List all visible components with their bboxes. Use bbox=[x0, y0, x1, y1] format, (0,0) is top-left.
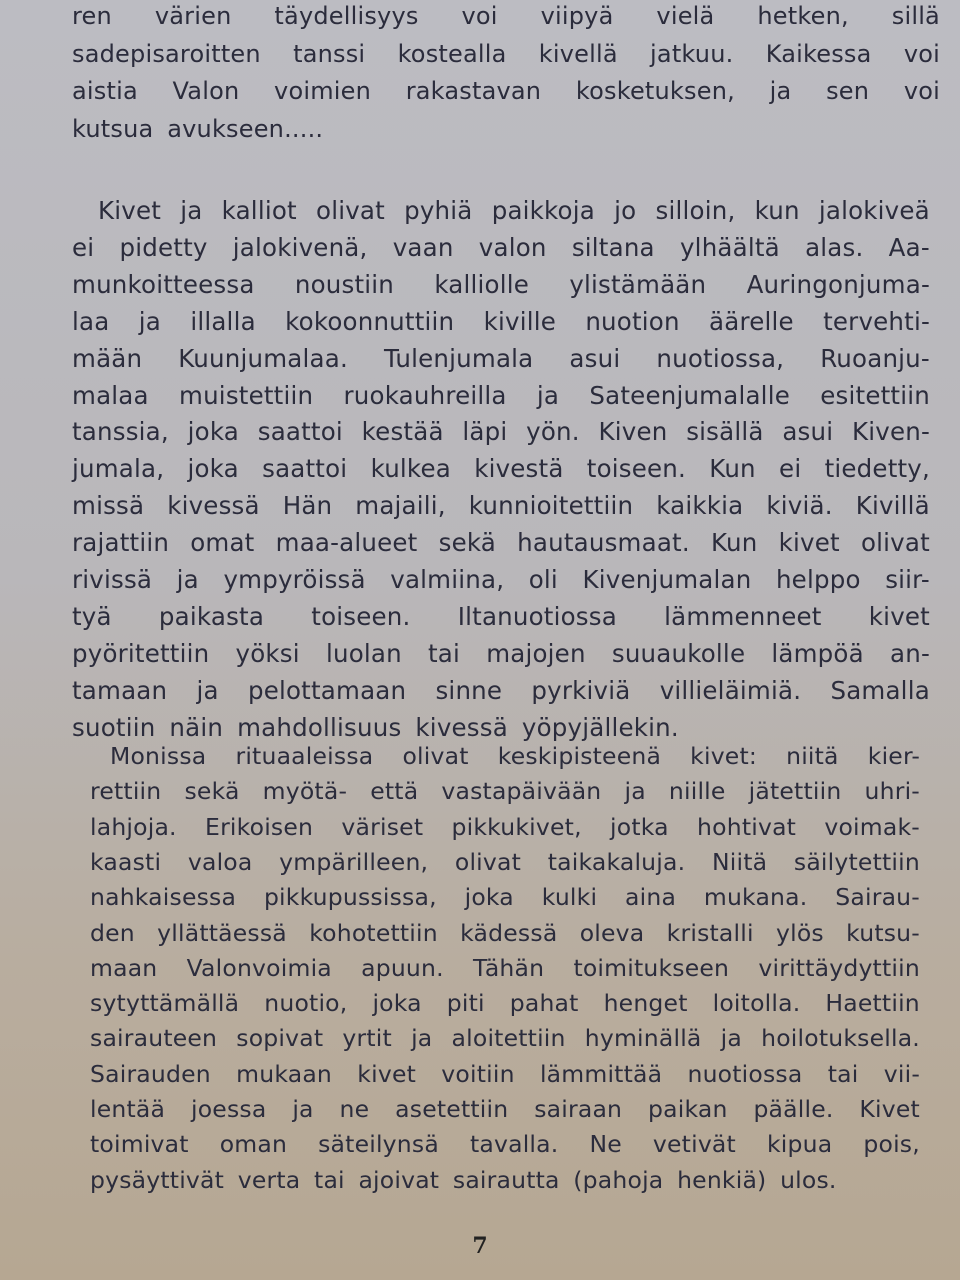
text-line: rajattiin omat maa-alueet sekä hautausmaat. Kun kivet olivat bbox=[72, 528, 930, 558]
text-line: maan Valonvoimia apuun. Tähän toimitukseen virittäydyttiin bbox=[90, 953, 920, 982]
text-line: laa ja illalla kokoonnuttiin kiville nuotion äärelle tervehti- bbox=[72, 306, 930, 336]
text-line: missä kivessä Hän majaili, kunnioitettiin kaikkia kiviä. Kivillä bbox=[72, 491, 930, 521]
text-line: sadepisaroitten tanssi kostealla kivellä jatkuu. Kaikessa voi bbox=[72, 39, 940, 68]
text-line: rivissä ja ympyröissä valmiina, oli Kivenjumalan helppo siir- bbox=[72, 565, 930, 594]
text-line: sytyttämällä nuotio, joka piti pahat henget loitolla. Haettiin bbox=[90, 989, 920, 1018]
text-line: kaasti valoa ympärilleen, olivat taikakaluja. Niitä säilytettiin bbox=[90, 847, 920, 876]
text-line: pyöritettiin yöksi luolan tai majojen suuaukolle lämpöä an- bbox=[72, 638, 930, 668]
text-line: jumala, joka saattoi kulkea kivestä toiseen. Kun ei tiedetty, bbox=[72, 454, 930, 484]
text-line: ei pidetty jalokivenä, vaan valon siltana ylhäältä alas. Aa- bbox=[72, 232, 930, 262]
text-line: munkoitteessa noustiin kalliolle ylistämään Auringonjuma- bbox=[72, 269, 930, 299]
text-line: suotiin näin mahdollisuus kivessä yöpyjällekin. bbox=[72, 712, 679, 742]
text-line: rettiin sekä myötä- että vastapäivään ja niille jätettiin uhri- bbox=[90, 777, 920, 806]
text-line: lahjoja. Erikoisen väriset pikkukivet, jotka hohtivat voimak- bbox=[90, 812, 920, 841]
text-line: malaa muistettiin ruokauhreilla ja Sateenjumalalle esitettiin bbox=[72, 380, 930, 410]
text-line: kutsua avukseen..... bbox=[72, 114, 324, 143]
text-line: toimivat oman säteilynsä tavalla. Ne vetivät kipua pois, bbox=[90, 1130, 920, 1159]
page-number: 7 bbox=[472, 1233, 488, 1259]
text-line: sairauteen sopivat yrtit ja aloitettiin hyminällä ja hoilotuksella. bbox=[90, 1024, 920, 1053]
text-line: aistia Valon voimien rakastavan kosketuksen, ja sen voi bbox=[72, 77, 940, 105]
text-line: lentää joessa ja ne asetettiin sairaan paikan päälle. Kivet bbox=[90, 1095, 920, 1123]
text-line: Kivet ja kalliot olivat pyhiä paikkoja jo silloin, kun jalokiveä bbox=[98, 196, 930, 225]
text-line: tamaan ja pelottamaan sinne pyrkiviä villieläimiä. Samalla bbox=[72, 675, 930, 705]
text-line: pysäyttivät verta tai ajoivat sairautta (pahoja henkiä) ulos. bbox=[90, 1165, 837, 1194]
text-line: Monissa rituaaleissa olivat keskipisteenä kivet: niitä kier- bbox=[110, 742, 920, 770]
text-line: nahkaisessa pikkupussissa, joka kulki aina mukana. Sairau- bbox=[90, 883, 920, 912]
text-line: tanssia, joka saattoi kestää läpi yön. Kiven sisällä asui Kiven- bbox=[72, 417, 930, 447]
text-line: ren värien täydellisyys voi viipyä vielä hetken, sillä bbox=[72, 2, 940, 30]
text-line: mään Kuunjumalaa. Tulenjumala asui nuotiossa, Ruoanju- bbox=[72, 343, 930, 373]
text-line: Sairauden mukaan kivet voitiin lämmittää nuotiossa tai vii- bbox=[90, 1059, 920, 1088]
text-line: tyä paikasta toiseen. Iltanuotiossa lämmenneet kivet bbox=[72, 601, 930, 631]
text-line: den yllättäessä kohotettiin kädessä oleva kristalli ylös kutsu- bbox=[90, 918, 920, 947]
